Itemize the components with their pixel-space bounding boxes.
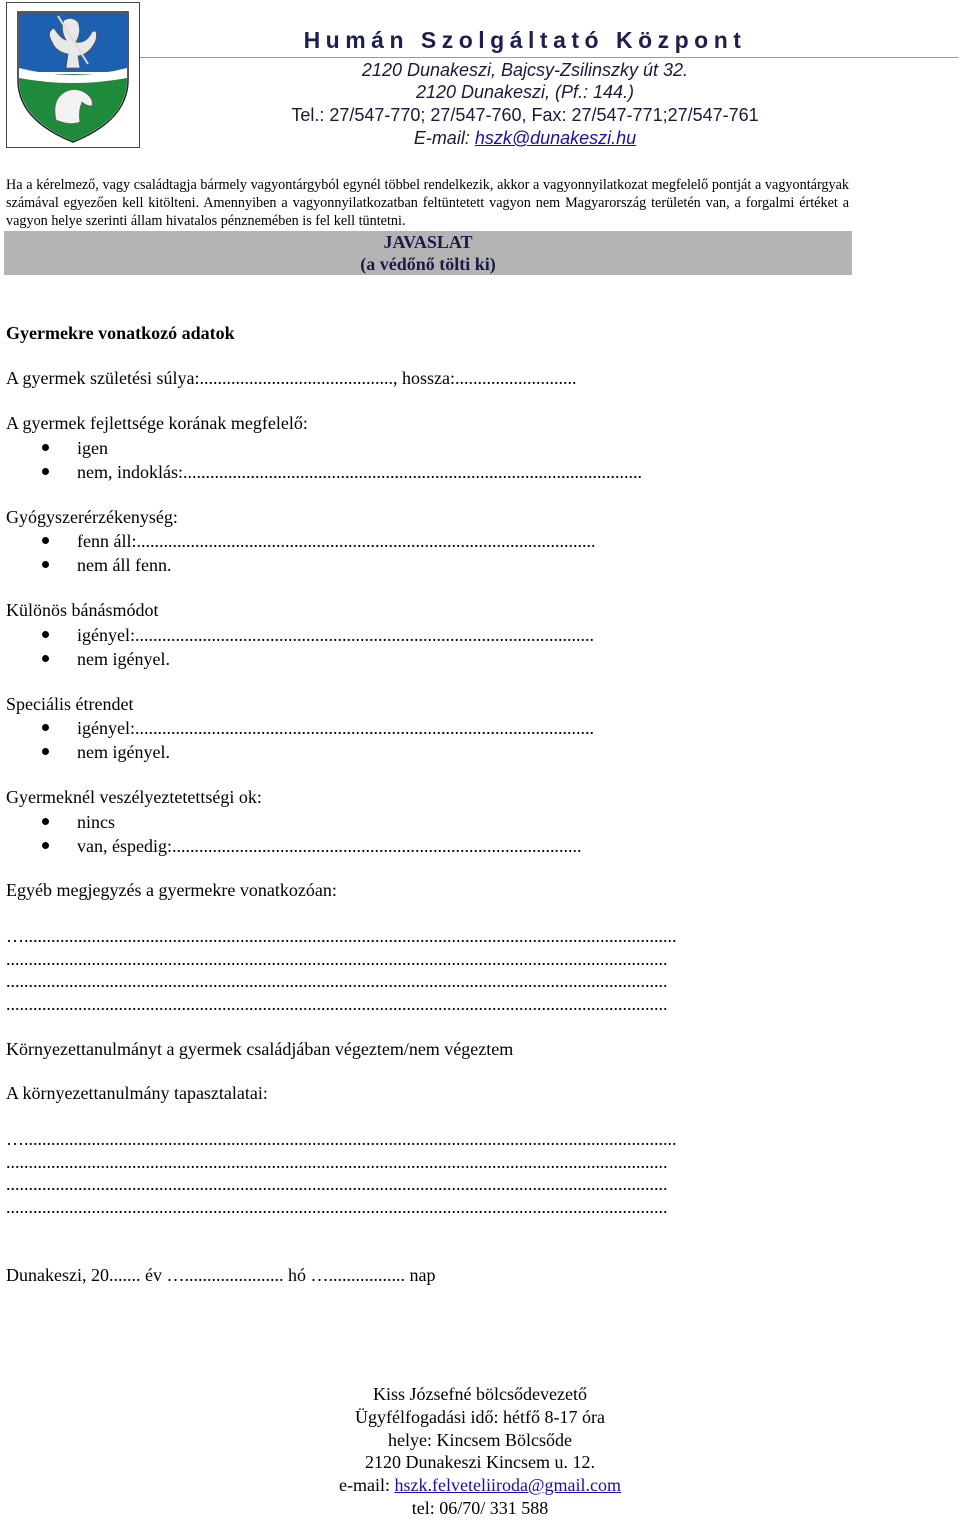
risk-option-exists[interactable]: van, éspedig:........................................................................................... [77, 836, 582, 856]
organization-name: Humán Szolgáltató Központ [303, 27, 747, 53]
footer-address: 2120 Dunakeszi Kincsem u. 12. [365, 1452, 595, 1473]
header-email-link[interactable]: hszk@dunakeszi.hu [474, 128, 637, 148]
section-title: Gyermekre vonatkozó adatok [6, 323, 235, 343]
coat-of-arms-logo [6, 2, 140, 148]
birth-weight-length-field[interactable]: A gyermek születési súlya:..........................................., hossza:........................... [6, 368, 577, 388]
bullet-icon [42, 655, 49, 662]
environment-study-statement: Környezettanulmányt a gyermek családjában végeztem/nem végeztem [6, 1039, 514, 1059]
development-option-yes[interactable]: igen [77, 438, 108, 458]
other-remarks-line-4[interactable]: ................................................................................................................................................... [6, 994, 668, 1014]
bullet-icon [42, 842, 49, 849]
footer-contact [200, 1383, 760, 1520]
footer-email-link[interactable]: hszk.felveteliiroda@gmail.com [394, 1475, 621, 1496]
notice-paragraph: Ha a kérelmező, vagy családtagja bármely vagyontárgyból egynél többel rendelkezik, akkor a vagyonnyilatkozat megfelelő pontját a vagyontárgyak számával egyezően kell kitölteni. Amennyiben a vagyonnyilatkozatban feltüntetett vagyon nem Magyarország területén van, a forgalmi értéket a vagyon helye szerinti állam hivatalos pénznemében is fel kell tüntetni. [6, 177, 849, 230]
risk-question: Gyermeknél veszélyeztetettségi ok: [6, 787, 262, 807]
banner-subtitle: (a védőnő tölti ki) [360, 254, 496, 274]
bullet-icon [42, 818, 49, 825]
diet-option-requires[interactable]: igényel:...................................................................................................... [77, 718, 594, 738]
footer-phone: tel: 06/70/ 331 588 [411, 1497, 549, 1518]
address-line-2: 2120 Dunakeszi, (Pf.: 144.) [415, 82, 635, 102]
special-diet-question: Speciális étrendet [6, 694, 134, 714]
treatment-option-requires[interactable]: igényel:...................................................................................................... [77, 625, 594, 645]
diet-option-not-required[interactable]: nem igényel. [77, 742, 170, 762]
drug-option-exists[interactable]: fenn áll:...................................................................................................... [77, 531, 596, 551]
environment-experience-line-1[interactable]: …................................................................................................................................................. [6, 1129, 677, 1149]
footer-location: helye: Kincsem Bölcsőde [388, 1429, 572, 1450]
bullet-icon [42, 631, 49, 638]
other-remarks-line-3[interactable]: ................................................................................................................................................... [6, 971, 668, 991]
risk-option-none[interactable]: nincs [77, 812, 115, 832]
email-label: E-mail: [413, 128, 475, 148]
environment-experience-question: A környezettanulmány tapasztalatai: [6, 1083, 268, 1103]
drug-sensitivity-question: Gyógyszerérzékenység: [6, 507, 178, 527]
environment-experience-line-4[interactable]: ................................................................................................................................................... [6, 1197, 668, 1217]
treatment-option-not-required[interactable]: nem igényel. [77, 649, 170, 669]
bullet-icon [42, 537, 49, 544]
bullet-icon [42, 748, 49, 755]
footer-email-line [200, 1474, 760, 1497]
other-remarks-line-2[interactable]: ................................................................................................................................................... [6, 949, 668, 969]
other-remarks-line-1[interactable]: …................................................................................................................................................. [6, 926, 677, 946]
proposal-banner [4, 231, 852, 275]
address-line-1: 2120 Dunakeszi, Bajcsy-Zsilinszky út 32. [361, 60, 689, 80]
header-divider [140, 57, 958, 58]
bullet-icon [42, 468, 49, 475]
bullet-icon [42, 444, 49, 451]
footer-office-hours: Ügyfélfogadási idő: hétfő 8-17 óra [355, 1406, 605, 1427]
drug-option-none[interactable]: nem áll fenn. [77, 555, 172, 575]
development-option-no[interactable]: nem, indoklás:...................................................................................................... [77, 462, 642, 482]
other-remarks-question: Egyéb megjegyzés a gyermekre vonatkozóan: [6, 880, 337, 900]
footer-contact-name: Kiss Józsefné bölcsődevezető [373, 1384, 587, 1404]
banner-title: JAVASLAT [383, 232, 473, 252]
email-line [190, 127, 860, 149]
special-treatment-question: Különös bánásmódot [6, 600, 159, 620]
footer-email-label: e-mail: [339, 1475, 395, 1496]
environment-experience-line-2[interactable]: ................................................................................................................................................... [6, 1152, 668, 1172]
date-line[interactable]: Dunakeszi, 20....... év …...................... hó …................. nap [6, 1265, 436, 1285]
environment-experience-line-3[interactable]: ................................................................................................................................................... [6, 1174, 668, 1194]
phone-fax-line: Tel.: 27/547-770; 27/547-760, Fax: 27/547-771;27/547-761 [291, 105, 759, 125]
development-question: A gyermek fejlettsége korának megfelelő: [6, 413, 308, 433]
bullet-icon [42, 724, 49, 731]
bullet-icon [42, 561, 49, 568]
